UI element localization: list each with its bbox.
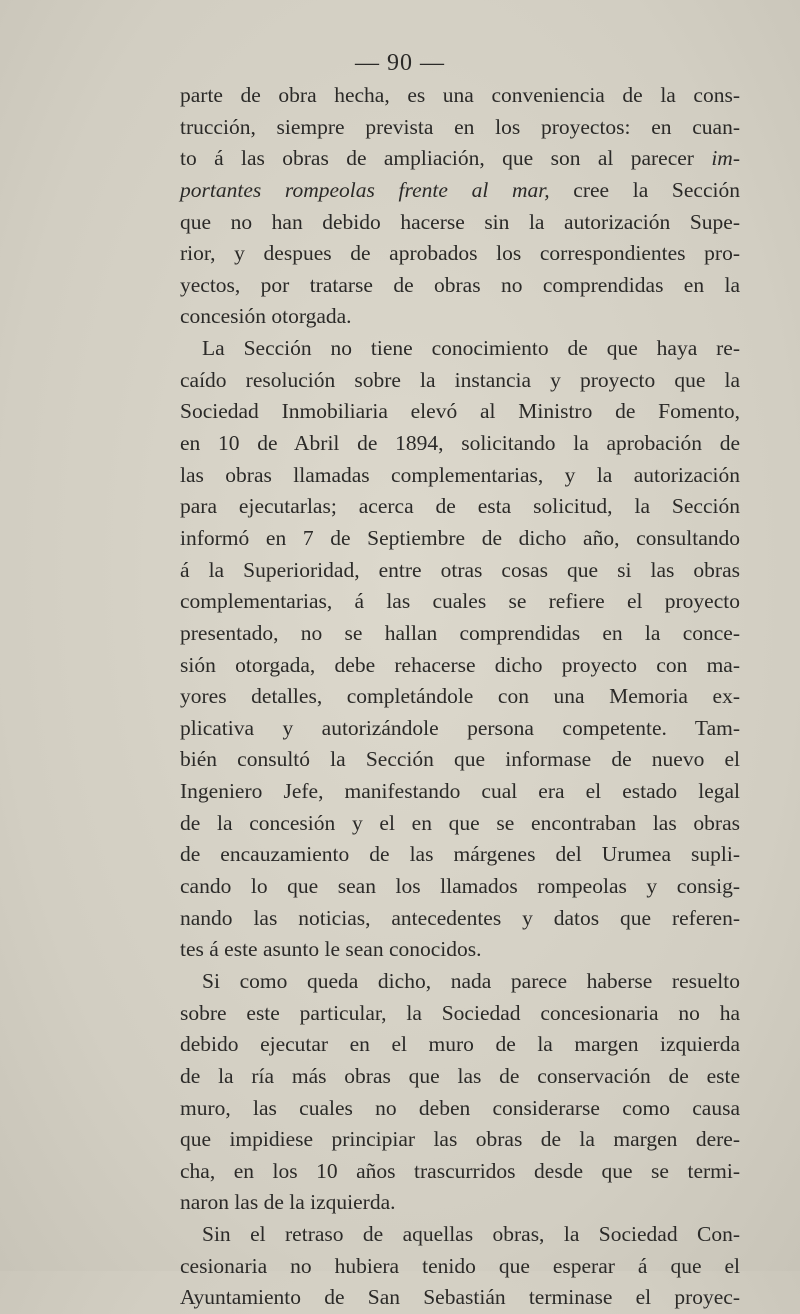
text-line: de la concesión y el en que se encontraban las obras: [180, 810, 740, 835]
text-line: Si como queda dicho, nada parece haberse resuelto: [202, 968, 740, 993]
text-line: informó en 7 de Septiembre de dicho año, consultando: [180, 525, 740, 550]
text-line: [180, 143, 740, 175]
text-line: yores detalles, completándole con una Memoria ex-: [180, 684, 740, 709]
text-line: sobre este particular, la Sociedad concesionaria no ha: [180, 1000, 740, 1025]
text-line: Sin el retraso de aquellas obras, la Sociedad Con-: [202, 1222, 740, 1247]
text-line: Ayuntamiento de San Sebastián terminase el proyec-: [180, 1285, 740, 1310]
text-line: á la Superioridad, entre otras cosas que si las obras: [180, 557, 740, 582]
text-line: bién consultó la Sección que informase de nuevo el: [180, 747, 740, 772]
text-line: cha, en los 10 años trascurridos desde que se termi-: [180, 1158, 740, 1183]
text-line: muro, las cuales no deben considerarse como causa: [180, 1095, 740, 1120]
text-line: trucción, siempre prevista en los proyectos: en cuan-: [180, 114, 740, 139]
text-line: parte de obra hecha, es una conveniencia de la cons-: [180, 83, 740, 107]
text-line: debido ejecutar en el muro de la margen izquierda: [180, 1032, 740, 1057]
text-line: concesión otorgada.: [180, 304, 352, 329]
text-line: caído resolución sobre la instancia y proyecto que la: [180, 367, 740, 392]
text-line: La Sección no tiene conocimiento de que haya re-: [202, 336, 740, 361]
text-line: de encauzamiento de las márgenes del Urumea supli-: [180, 842, 740, 867]
italic-text-run: portantes rompeolas frente al mar,: [180, 177, 550, 202]
text-line: tes á este asunto le sean conocidos.: [180, 937, 482, 962]
text-line: plicativa y autorizándole persona competente. Tam-: [180, 715, 740, 740]
text-line: yectos, por tratarse de obras no comprendidas en la: [180, 272, 740, 297]
body-text: [180, 80, 740, 1314]
italic-text-run: im-: [711, 146, 740, 171]
text-run: to á las obras de ampliación, que son al parecer: [180, 146, 712, 171]
text-line: naron las de la izquierda.: [180, 1190, 396, 1215]
text-line: rior, y despues de aprobados los correspondientes pro-: [180, 241, 740, 266]
text-line: cesionaria no hubiera tenido que esperar á que el: [180, 1253, 740, 1278]
text-line: nando las noticias, antecedentes y datos que referen-: [180, 905, 740, 930]
text-line: cando lo que sean los llamados rompeolas y consig-: [180, 874, 740, 899]
text-line: que impidiese principiar las obras de la margen dere-: [180, 1127, 740, 1152]
text-line: en 10 de Abril de 1894, solicitando la aprobación de: [180, 431, 740, 456]
text-line: presentado, no se hallan comprendidas en la conce-: [180, 620, 740, 645]
text-line: Sociedad Inmobiliaria elevó al Ministro de Fomento,: [180, 399, 740, 424]
text-line: sión otorgada, debe rehacerse dicho proyecto con ma-: [180, 652, 740, 677]
text-run: cree la Sección: [549, 177, 740, 202]
text-line: complementarias, á las cuales se refiere el proyecto: [180, 589, 740, 614]
page-number: — 90 —: [355, 50, 445, 76]
text-line: [180, 175, 740, 207]
text-line: Ingeniero Jefe, manifestando cual era el estado legal: [180, 779, 740, 804]
text-line: para ejecutarlas; acerca de esta solicitud, la Sección: [180, 494, 740, 519]
text-line: las obras llamadas complementarias, y la autorización: [180, 462, 740, 487]
text-line: que no han debido hacerse sin la autorización Supe-: [180, 209, 740, 234]
text-line: de la ría más obras que las de conservación de este: [180, 1063, 740, 1088]
